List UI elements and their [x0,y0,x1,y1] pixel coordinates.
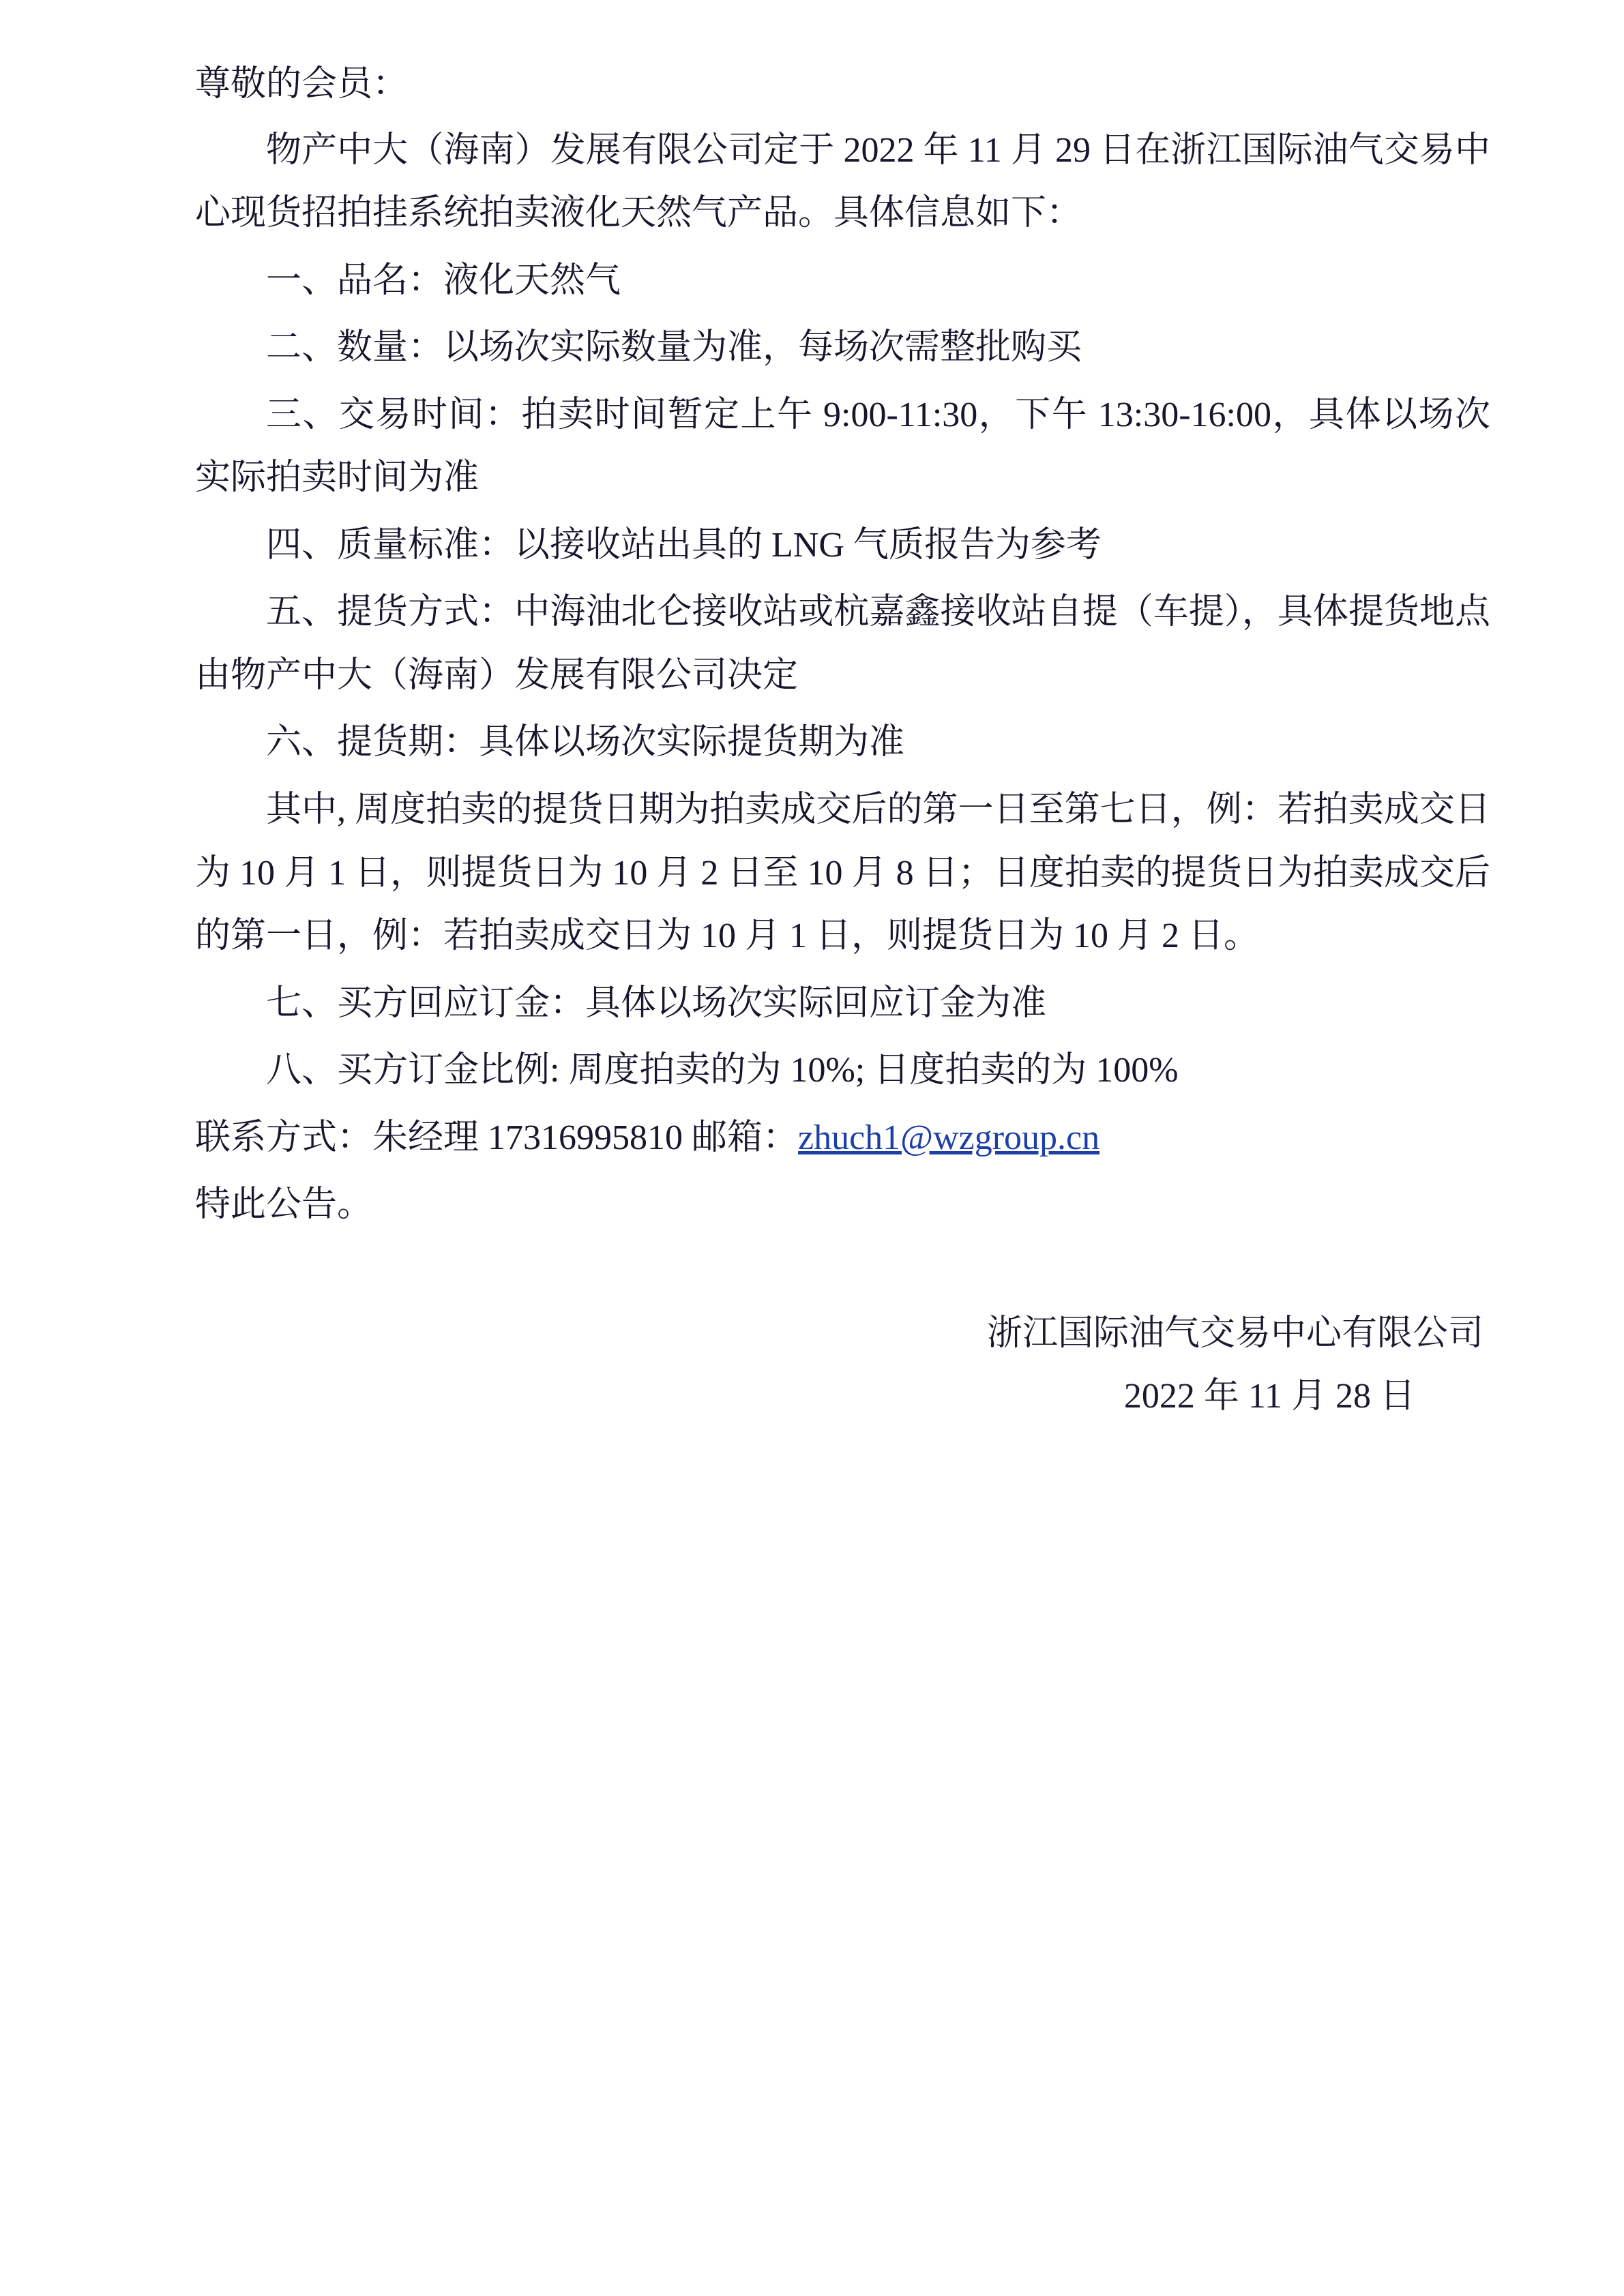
paragraph-item-7-buyer-deposit: 七、买方回应订金：具体以场次实际回应订金为准 [266,983,1047,1023]
paragraph-item-4-quality-standard: 四、质量标准：以接收站出具的 LNG 气质报告为参考 [266,525,1102,565]
paragraph-delivery-date-detail: 其中, 周度拍卖的提货日期为拍卖成交后的第一日至第七日，例：若拍卖成交日为 10 月 1 日，则提货日为 10 月 2 日至 10 月 8 日；日度拍卖的提货日为拍卖成交后的第一日，例：若拍卖成交日为 10 月 1 日，则提货日为 10 月 2 日。 [195,790,1490,956]
signature-date: 2022 年 11 月 28 日 [1123,1377,1415,1416]
contact-line [195,1107,1490,1170]
signature-organization: 浙江国际油气交易中心有限公司 [986,1313,1483,1353]
paragraph-item-8-deposit-ratio: 八、买方订金比例: 周度拍卖的为 10%; 日度拍卖的为 100% [266,1051,1179,1090]
document-body [195,53,1490,1237]
paragraph-intro: 物产中大（海南）发展有限公司定于 2022 年 11 月 29 日在浙江国际油气交易中心现货招拍挂系统拍卖液化天然气产品。具体信息如下： [195,130,1490,233]
paragraph-item-2-quantity: 二、数量：以场次实际数量为准，每场次需整批购买 [266,328,1082,368]
salutation: 尊敬的会员： [195,65,409,104]
signature-block [195,1302,1490,1429]
paragraph-item-3-trading-time: 三、交易时间：拍卖时间暂定上午 9:00-11:30，下午 13:30-16:00，具体以场次实际拍卖时间为准 [195,395,1490,498]
contact-email-link[interactable]: zhuch1@wzgroup.cn [798,1118,1100,1157]
paragraph-item-6-delivery-period: 六、提货期：具体以场次实际提货期为准 [266,723,905,762]
paragraph-item-1-product-name: 一、品名：液化天然气 [266,260,621,300]
closing-line: 特此公告。 [195,1185,373,1225]
contact-prefix: 联系方式：朱经理 17316995810 邮箱： [195,1118,799,1157]
paragraph-item-5-delivery-method: 五、提货方式：中海油北仑接收站或杭嘉鑫接收站自提（车提），具体提货地点由物产中大（海南）发展有限公司决定 [195,593,1490,695]
